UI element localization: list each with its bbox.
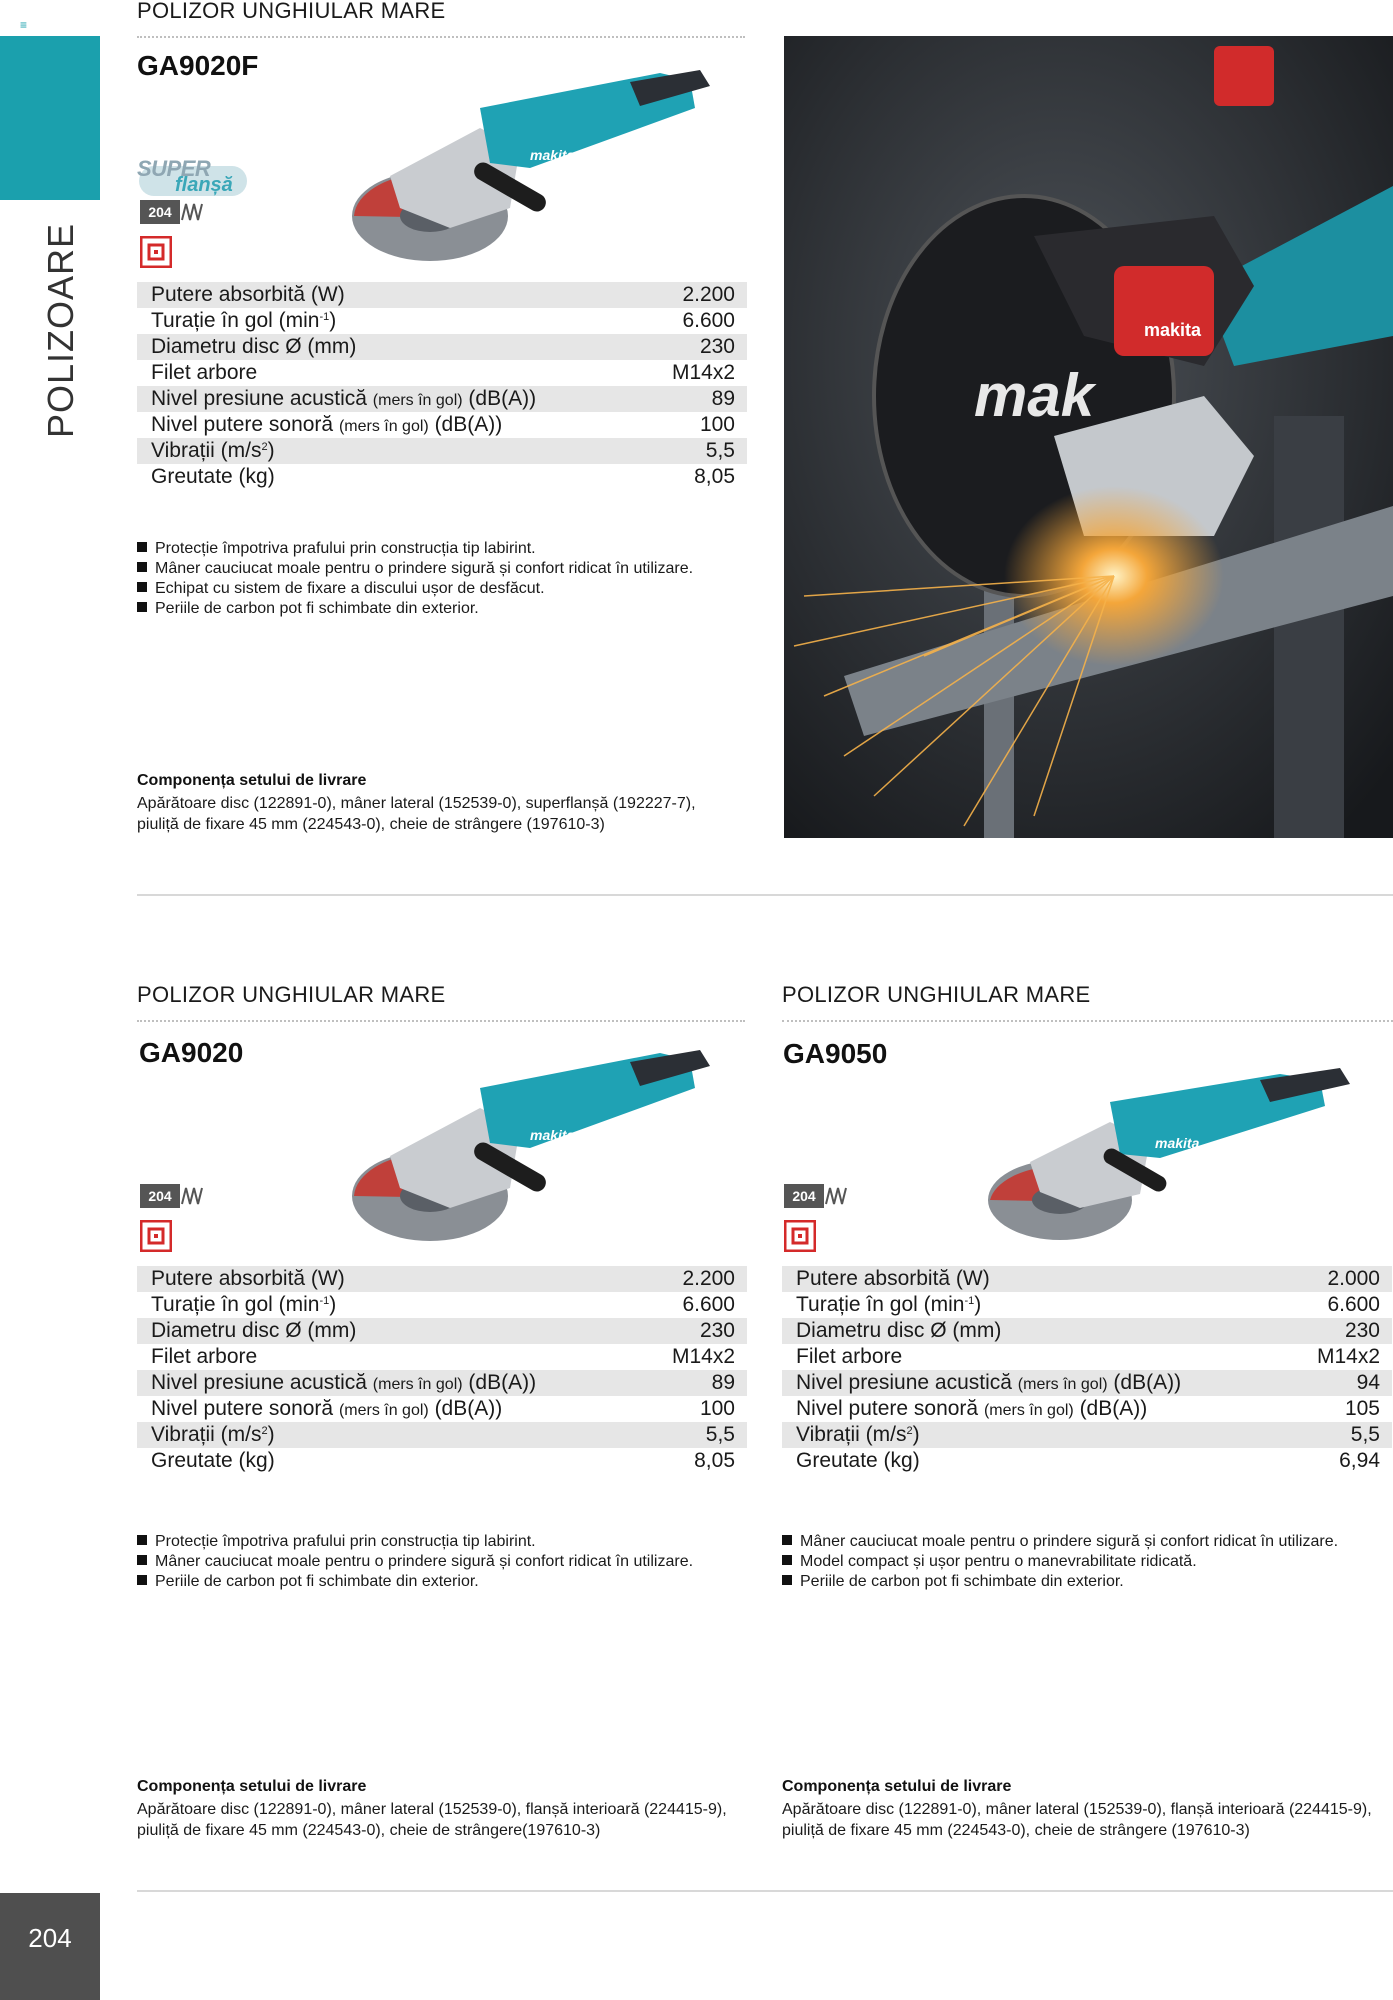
feature-list [137,1532,697,1592]
spec-value: 105 [1344,1397,1380,1420]
spring-icon [180,202,204,222]
spec-label: Greutate (kg) [151,1449,275,1472]
spec-value: 230 [699,1319,735,1342]
safety-icon [140,236,172,268]
spec-row [137,386,747,412]
menu-mark: ≡ [20,18,27,32]
spring-icon [180,1186,204,1206]
spec-row [137,1266,747,1292]
tool-brand-label: makita [1155,1135,1200,1151]
feature-item: Mâner cauciucat moale pentru o prindere sigură și confort ridicat în utilizare. [137,559,697,579]
bullet-square-icon [137,1575,147,1585]
section-divider [137,894,1393,896]
spec-row [137,464,747,490]
spec-row [137,412,747,438]
spec-label: Diametru disc Ø (mm) [151,1319,357,1342]
product-photo [784,36,1393,838]
spec-value: M14x2 [671,361,735,384]
spec-value: 2.200 [682,283,735,306]
delivery-set-text: Apărătoare disc (122891-0), mâner lateral (152539-0), superflanșă (192227-7), piuliță de fixare 45 mm (224543-0), cheie de strângere (197610-3) [137,795,696,833]
warranty-badge: 204 [140,200,204,224]
spec-value: 8,05 [694,465,735,488]
spec-value: 5,5 [705,439,735,462]
bullet-square-icon [137,562,147,572]
page-number: 204 [0,1893,100,2000]
bullet-square-icon [137,582,147,592]
model-name: GA9020F [137,50,259,81]
spec-value: 5,5 [1350,1423,1380,1446]
spec-value: 89 [711,1371,735,1394]
dotted-divider [782,1020,1393,1022]
spec-value: 94 [1356,1371,1380,1394]
spec-label: Nivel putere sonoră (mers în gol) (dB(A)) [151,1397,503,1420]
spec-label: Filet arbore [796,1345,903,1368]
angle-grinder-image [330,1048,710,1248]
feature-item: Mâner cauciucat moale pentru o prindere sigură și confort ridicat în utilizare. [782,1532,1342,1552]
spec-label: Diametru disc Ø (mm) [151,335,357,358]
spec-label: Turație în gol $(\min^{-1})$ [796,1293,982,1316]
spec-row [782,1318,1392,1344]
spec-value: 5,5 [705,1423,735,1446]
spec-label: Vibrații $(m/s^2)$ [151,1423,275,1446]
spec-label: Nivel presiune acustică (mers în gol) (dB(A)) [151,387,537,410]
spec-row [137,438,747,464]
spec-label: Putere absorbită (W) [796,1267,990,1290]
spec-table [137,282,747,490]
delivery-set-text: Apărătoare disc (122891-0), mâner lateral (152539-0), flanșă interioară (224415-9), piuliță de fixare 45 mm (224543-0), cheie de strângere(197610-3) [137,1801,727,1839]
dotted-divider [137,1020,745,1022]
spec-row [137,334,747,360]
dotted-divider [137,36,745,38]
spec-row [137,360,747,386]
photo-brand-mark: mak [974,362,1095,429]
product-category: POLIZOR UNGHIULAR MARE [137,0,446,23]
tool-brand-label: makita [530,1127,575,1143]
spec-row [782,1396,1392,1422]
section-color-tab [0,36,100,200]
feature-list [782,1532,1342,1592]
bullet-square-icon [137,1555,147,1565]
section-divider [137,1890,1393,1892]
spec-row [137,1422,747,1448]
spec-value: 6.600 [682,309,735,332]
bullet-square-icon [782,1575,792,1585]
spec-value: 100 [699,413,735,436]
model-name: GA9050 [783,1038,888,1069]
feature-item: Periile de carbon pot fi schimbate din exterior. [782,1572,1342,1592]
bullet-square-icon [782,1555,792,1565]
spec-row [782,1344,1392,1370]
spec-row [137,1318,747,1344]
section-label: POLIZOARE [40,222,81,438]
bullet-square-icon [137,602,147,612]
feature-item: Mâner cauciucat moale pentru o prindere sigură și confort ridicat în utilizare. [137,1552,697,1572]
delivery-set-title: Componența setului de livrare [137,1778,367,1795]
spec-label: Greutate (kg) [796,1449,920,1472]
spec-label: Putere absorbită (W) [151,1267,345,1290]
warranty-badge: 204 [784,1184,848,1208]
glove-brand-label: makita [1144,320,1202,340]
spec-value: 2.200 [682,1267,735,1290]
delivery-set-text: Apărătoare disc (122891-0), mâner lateral (152539-0), flanșă interioară (224415-9), piuliță de fixare 45 mm (224543-0), cheie de strângere (197610-3) [782,1801,1372,1839]
spec-row [137,1292,747,1318]
bullet-square-icon [137,542,147,552]
spec-label: Turație în gol $(\min^{-1})$ [151,309,337,332]
spec-value: 230 [1344,1319,1380,1342]
product-category: POLIZOR UNGHIULAR MARE [782,982,1091,1007]
bullet-square-icon [782,1535,792,1545]
spec-value: 6,94 [1339,1449,1380,1472]
spec-row [782,1266,1392,1292]
tool-brand-label: makita [530,147,575,163]
spring-icon [824,1186,848,1206]
spec-row [137,1344,747,1370]
spec-label: Putere absorbită (W) [151,283,345,306]
feature-list [137,539,697,619]
spec-label: Greutate (kg) [151,465,275,488]
safety-icon [784,1220,816,1252]
spec-label: Vibrații $(m/s^2)$ [151,439,275,462]
model-name: GA9020 [139,1037,244,1068]
spec-value: 100 [699,1397,735,1420]
spec-row [782,1448,1392,1474]
spec-label: Vibrații $(m/s^2)$ [796,1423,920,1446]
super-flange-logo: SUPER flanșă [137,154,247,198]
spec-value: 6.600 [682,1293,735,1316]
bullet-square-icon [137,1535,147,1545]
spec-row [137,1396,747,1422]
delivery-set-title: Componența setului de livrare [782,1778,1012,1795]
spec-value: 8,05 [694,1449,735,1472]
delivery-set-title: Componența setului de livrare [137,772,367,789]
spec-label: Turație în gol $(\min^{-1})$ [151,1293,337,1316]
spec-row [782,1422,1392,1448]
spec-table [137,1266,747,1474]
spec-row [137,282,747,308]
spec-value: 2.000 [1327,1267,1380,1290]
feature-item: Periile de carbon pot fi schimbate din exterior. [137,599,697,619]
spec-row [137,1448,747,1474]
spec-label: Nivel presiune acustică (mers în gol) (dB(A)) [796,1371,1182,1394]
feature-item: Model compact și ușor pentru o manevrabilitate ridicată. [782,1552,1342,1572]
spec-label: Diametru disc Ø (mm) [796,1319,1002,1342]
spec-value: 6.600 [1327,1293,1380,1316]
feature-item: Echipat cu sistem de fixare a discului ușor de desfăcut. [137,579,697,599]
angle-grinder-image [980,1058,1360,1248]
spec-value: M14x2 [1316,1345,1380,1368]
spec-value: 89 [711,387,735,410]
spec-row [782,1370,1392,1396]
feature-item: Protecție împotriva prafului prin construcția tip labirint. [137,539,697,559]
spec-table [782,1266,1392,1474]
spec-row [782,1292,1392,1318]
product-category: POLIZOR UNGHIULAR MARE [137,982,446,1007]
spec-label: Filet arbore [151,361,258,384]
spec-row [137,308,747,334]
spec-value: 230 [699,335,735,358]
spec-label: Nivel putere sonoră (mers în gol) (dB(A)) [151,413,503,436]
spec-row [137,1370,747,1396]
spec-label: Filet arbore [151,1345,258,1368]
safety-icon [140,1220,172,1252]
feature-item: Protecție împotriva prafului prin construcția tip labirint. [137,1532,697,1552]
warranty-badge: 204 [140,1184,204,1208]
spec-label: Nivel presiune acustică (mers în gol) (dB(A)) [151,1371,537,1394]
spec-label: Nivel putere sonoră (mers în gol) (dB(A)) [796,1397,1148,1420]
angle-grinder-image [330,68,710,268]
spec-value: M14x2 [671,1345,735,1368]
feature-item: Periile de carbon pot fi schimbate din exterior. [137,1572,697,1592]
